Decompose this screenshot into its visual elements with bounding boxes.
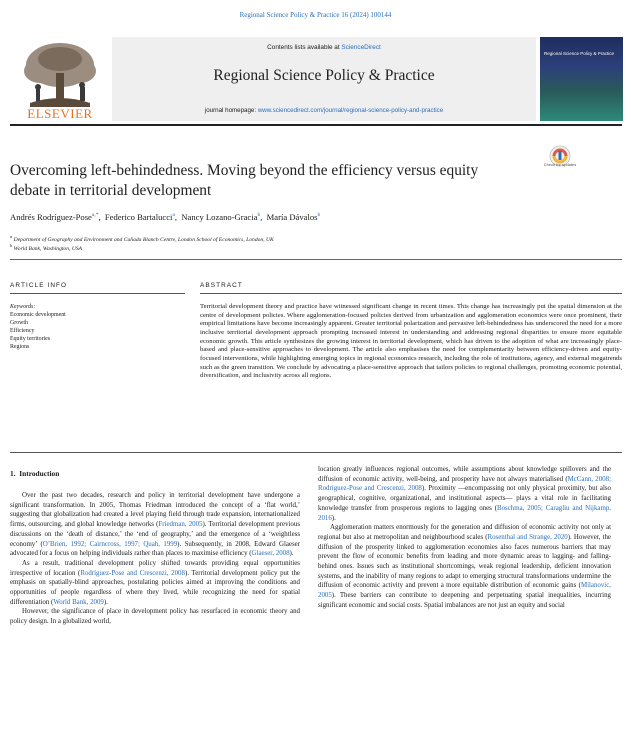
author-1[interactable]: Andrés Rodríguez-Pose$^{a,*}$: [10, 212, 99, 222]
citation-link[interactable]: Boschma, 2005; Caragliu and Nijkamp, 2016: [318, 504, 611, 522]
keyword: Growth: [10, 320, 28, 326]
body-text: ). However, the diffusion of the prosperity linked to agglomeration economies also faces numerous barriers that may prevent the flow of economic benefits from leading and more dynamic areas to lagging- and falling-behind ones. Issues such as institutional shortcomings, weak regional leadership, deficient innovation systems, and the inability of many regions to adapt to emerging structural transformations undermine the diffusion of economic activity and prevent a more equitable distribution of economic gains (: [318, 533, 611, 590]
header-rule: [10, 124, 622, 126]
abstract-rule: [200, 293, 622, 294]
author-list: Andrés Rodríguez-Pose$^{a,*}$, Federico Bartalucci$^a$, Nancy Lozano-Gracia$^b$, María Dávalos$^b$: [10, 212, 321, 222]
section-number: 1.: [10, 469, 16, 478]
affiliation-b: $^b$ World Bank, Washington, USA: [10, 243, 83, 252]
abstract-heading: ABSTRACT: [200, 282, 243, 289]
body-paragraph: [10, 559, 300, 608]
contents-prefix: Contents lists available at: [267, 44, 342, 51]
journal-cover[interactable]: [540, 37, 623, 121]
journal-title: Regional Science Policy & Practice: [213, 67, 435, 84]
keyword: Regions: [10, 344, 30, 350]
body-text: ). These barriers can contribute to deepening and perpetuating spatial inequalities, incurring significant economic and social costs. Spatial imbalances are not just an equity and social: [318, 592, 611, 609]
article-title: [10, 161, 540, 201]
title-line-2: debate in territorial development: [10, 182, 212, 199]
body-text: ). Proximity —encompassing not only physical proximity, but also geographical, cognitive, organizational, and institutional aspects— plays a vital role in facilitating knowledge transfer from prosperous regions to lagging ones (: [318, 485, 611, 512]
keyword: Equity territories: [10, 336, 51, 342]
title-line-1: Overcoming left-behindedness. Moving beyond the efficiency versus equity: [10, 162, 479, 179]
elsevier-tree-logo: [10, 37, 110, 117]
cover-title: Regional Science Policy & Practice: [544, 51, 615, 56]
affiliation-rule: [10, 259, 622, 260]
citation-link[interactable]: Glaeser, 2008: [251, 550, 290, 558]
body-text: Agglomeration matters enormously for the generation and diffusion of economic activity not only at regional but also at metropolitan and neighbourhood scales (: [318, 524, 611, 541]
article-info-rule: [10, 293, 185, 294]
body-text: As a result, traditional development policy shifted towards providing equal opportunities irrespective of location (: [10, 559, 300, 577]
author-3[interactable]: Nancy Lozano-Gracia$^b$: [181, 212, 261, 222]
article-info-heading: ARTICLE INFO: [10, 282, 68, 289]
body-paragraph: [318, 523, 611, 610]
author-2[interactable]: Federico Bartalucci$^a$: [104, 212, 175, 222]
check-for-updates-label[interactable]: Check for updates: [543, 162, 577, 167]
homepage-prefix: journal homepage:: [204, 107, 258, 114]
body-paragraph: [10, 491, 300, 559]
citation-link[interactable]: O’Brien, 1992; Cairncross, 1997; Quah, 1999: [42, 540, 178, 548]
body-text: ). Subsequently, in 2008, Edward Glaeser advocated for a focus on helping individuals rather than places to maximise efficiency (: [10, 540, 301, 558]
section-heading: Introduction: [19, 469, 60, 478]
keywords-label: Keywords:: [10, 304, 36, 310]
affiliation-a: $^a$ Department of Geography and Environment and Cañada Blanch Centre, London School of Economics, London, UK: [10, 234, 274, 243]
homepage-line: [112, 107, 536, 114]
citation-link[interactable]: Rosenthal and Strange, 2020: [487, 533, 568, 541]
body-text: ).: [289, 550, 294, 558]
citation-link[interactable]: McCann, 2008; Rodríguez-Pose and Crescenzi, 2008: [318, 475, 611, 493]
body-text: ).: [103, 598, 108, 606]
keyword: Economic development: [10, 312, 66, 318]
body-text: Over the past two decades, research and policy in territorial development have undergone a significant transformation. In 2005, Thomas Friedman introduced the concept of a ‘flat world,’ suggesting that globalization had created a level playing field through trade expansion, internationalized firms, outsourcing, and global knowledge networks (: [10, 492, 300, 529]
keyword: Efficiency: [10, 328, 35, 334]
abstract-text: Territorial development theory and practice have witnessed significant change in recent times. This change has increasingly put the spatial dimension at the centre of development policies. Where agglomeration-focused policies derived from urbanization and agglomeration economics were once prominent, their empirical limitations have become increasingly apparent. Greater territorial polarization and pervasive left-behindedness has underscored the need for a more inclusive territorial development approach prompting increased interest in understanding and addressing regional disparities to ensure more equitable economic growth. This article synthesizes the growing interest in territorial development, which has driven to the adoption of what are increasingly place-based and place-sensitive approaches to development. The article also emphasises the need for complementarity between efficiency-driven and equity-focused interventions, while highlighting emerging topics in regional economics research, including the role of institutions, agency, and external megatrends such as the green transition. We conclude by advocating a place-sensitive approach that tailors policies to regional challenges, promoting economic potential, diversification, and inclusivity across all regions.: [200, 303, 622, 380]
author-4[interactable]: María Dávalos$^b$: [266, 212, 321, 222]
body-column-right: [318, 465, 611, 611]
section-title: [10, 469, 59, 478]
body-text: ).: [331, 514, 336, 522]
contents-line: [112, 44, 536, 51]
publisher-name: ELSEVIER: [27, 106, 93, 121]
sciencedirect-link[interactable]: ScienceDirect: [341, 44, 381, 51]
citation-link[interactable]: Rodríguez-Pose and Crescenzi, 2008: [80, 569, 185, 577]
journal-reference[interactable]: Regional Science Policy & Practice 16 (2024) 100144: [239, 11, 392, 19]
body-paragraph: [318, 465, 611, 523]
citation-link[interactable]: World Bank, 2009: [53, 598, 104, 606]
homepage-link[interactable]: www.sciencedirect.com/journal/regional-science-policy-and-practice: [257, 107, 444, 114]
body-text: However, the significance of place in development policy has resurfaced in economic theory and policy design. In a globalized world,: [10, 608, 300, 626]
body-text: location greatly influences regional outcomes, while assumptions about knowledge spillovers and the diffusion of economic activity, well-being, and prosperity have not always materialised (: [318, 466, 611, 483]
citation-link[interactable]: Milanovic, 2005: [318, 582, 611, 600]
body-text: ). Territorial development policy put the emphasis on spatially-blind approaches, postulating policies aimed at improving the conditions and opportunities of people regardless of where they lived, while recognizing the need for spatial differentiation (: [10, 569, 300, 606]
body-text: ). Territorial development previous discussions on the ‘death of distance,’ the ‘end of geography,’ and the emergence of a ‘weightless economy’ (: [10, 521, 301, 548]
citation-link[interactable]: Friedman, 2005: [158, 521, 203, 529]
body-column-left: [10, 491, 300, 627]
body-paragraph: [10, 607, 300, 626]
abstract-end-rule: [10, 452, 622, 453]
